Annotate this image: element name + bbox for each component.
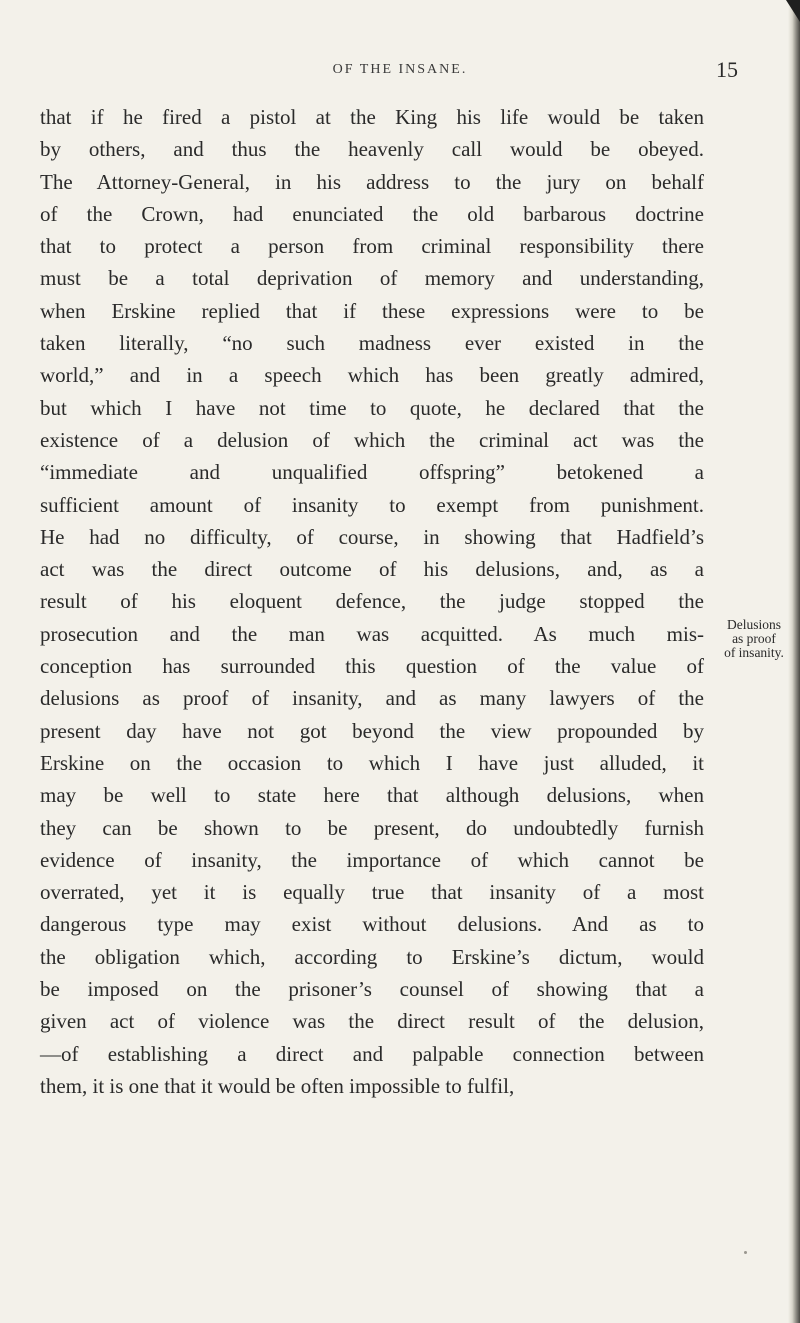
text-line: them, it is one that it would be often impossible to fulfil,	[40, 1073, 515, 1098]
text-line: may be well to state here that although delusions, when	[40, 783, 704, 808]
text-line: act was the direct outcome of his delusions, and, as a	[40, 557, 704, 582]
body-text	[40, 101, 704, 1102]
text-line: must be a total deprivation of memory and understanding,	[40, 266, 704, 291]
text-line: that if he fired a pistol at the King his life would be taken	[40, 105, 704, 129]
text-line: of the Crown, had enunciated the old barbarous doctrine	[40, 201, 704, 226]
text-line: they can be shown to be present, do undoubtedly furnish	[40, 815, 704, 840]
text-line: existence of a delusion of which the criminal act was the	[40, 427, 704, 452]
running-head: OF THE INSANE.	[332, 62, 468, 77]
text-line: taken literally, “no such madness ever existed in the	[40, 331, 704, 356]
text-line: result of his eloquent defence, the judge stopped the	[40, 589, 704, 614]
text-line: conception has surrounded this question of the value of	[40, 654, 704, 679]
text-line: the obligation which, according to Erskine’s dictum, would	[40, 944, 704, 969]
text-line: delusions as proof of insanity, and as many lawyers of the	[40, 686, 704, 711]
text-line: by others, and thus the heavenly call would be obeyed.	[40, 137, 704, 162]
corner-mark	[786, 0, 800, 22]
text-line: —of establishing a direct and palpable connection between	[40, 1041, 704, 1066]
text-line: prosecution and the man was acquitted. As much mis-	[40, 621, 704, 646]
text-line: given act of violence was the direct result of the delusion,	[40, 1009, 704, 1034]
text-line: present day have not got beyond the view propounded by	[40, 718, 704, 743]
text-line: He had no difficulty, of course, in showing that Hadfield’s	[40, 524, 704, 549]
text-line: world,” and in a speech which has been greatly admired,	[40, 363, 704, 388]
page-number: 15	[716, 57, 738, 82]
text-line: overrated, yet it is equally true that insanity of a most	[40, 880, 704, 905]
marginal-note-line: as proof	[732, 631, 776, 646]
marginal-note	[711, 618, 797, 660]
text-line: Erskine on the occasion to which I have just alluded, it	[40, 750, 704, 775]
text-line: sufficient amount of insanity to exempt from punishment.	[40, 492, 704, 517]
text-line: be imposed on the prisoner’s counsel of showing that a	[40, 977, 704, 1002]
paper-speck	[744, 1251, 747, 1254]
text-line: that to protect a person from criminal responsibility there	[40, 234, 704, 259]
text-line: dangerous type may exist without delusions. And as to	[40, 912, 704, 937]
text-line: evidence of insanity, the importance of which cannot be	[40, 847, 704, 872]
marginal-note-line: Delusions	[727, 617, 781, 632]
page-edge-shadow	[788, 0, 800, 1323]
text-line: “immediate and unqualified offspring” betokened a	[40, 460, 704, 485]
text-line: The Attorney-General, in his address to the jury on behalf	[40, 169, 704, 194]
text-line: but which I have not time to quote, he declared that the	[40, 395, 704, 420]
text-line: when Erskine replied that if these expressions were to be	[40, 298, 704, 323]
marginal-note-line: of insanity.	[724, 645, 784, 660]
